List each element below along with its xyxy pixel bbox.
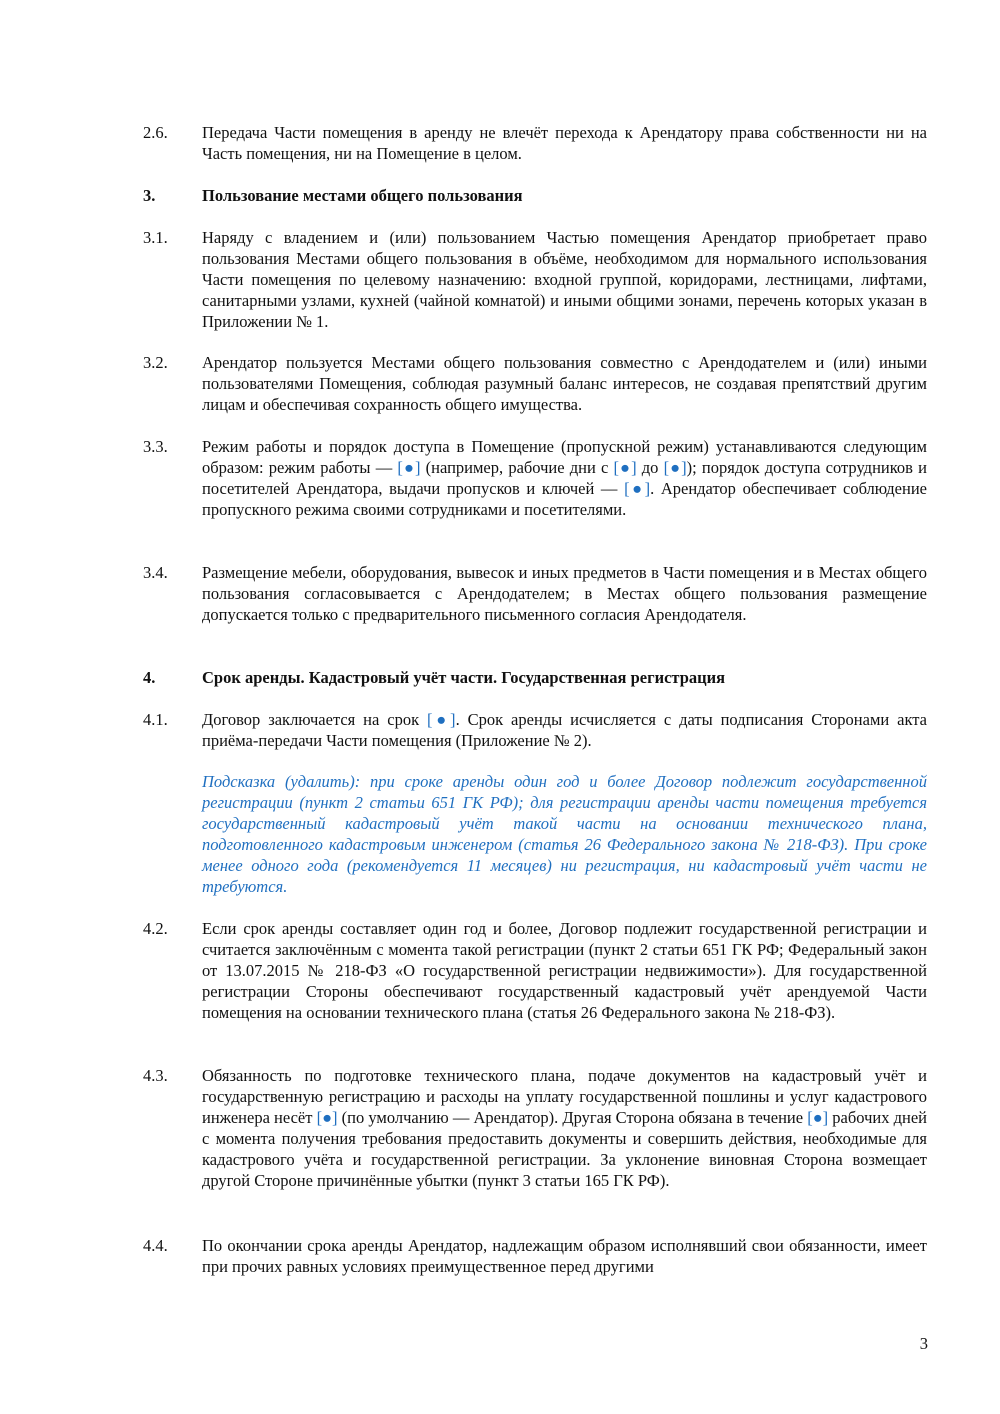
clause-number: 4.4. — [143, 1236, 168, 1255]
placeholder: [●] — [613, 458, 637, 477]
clause-text: Режим работы и порядок доступа в Помещение (пропускной режим) устанавливаются следующим образом: режим работы — [●] (например, рабочие дни с [●] до [●]); порядок доступа сотрудников и посетителей Арендатора, выдачи пропусков и ключей — [●]. Арендатор обеспечивает соблюдение пропускного режима своими сотрудниками и посетителями. — [202, 437, 927, 519]
clause-number: 4.1. — [143, 710, 168, 729]
section-4-heading — [143, 667, 927, 688]
clause-text: Передача Части помещения в аренду не влечёт перехода к Арендатору права собственности ни на Часть помещения, ни на Помещение в целом. — [202, 123, 927, 163]
section-number: 3. — [143, 186, 156, 205]
clause-number: 3.3. — [143, 437, 168, 456]
placeholder: [●] — [807, 1108, 829, 1127]
clause-4-4 — [143, 1235, 927, 1277]
clause-3-4 — [143, 562, 927, 625]
placeholder: [●] — [427, 710, 456, 729]
hint-text: Подсказка (удалить): при сроке аренды один год и более Договор подлежит государственной регистрации (пункт 2 статьи 651 ГК РФ); для регистрации аренды части помещения требуется государственный кадастровый учёт такой части на основании технического плана, подготовленного кадастровым инженером (статья 26 Федерального закона № 218-ФЗ). При сроке менее одного года (рекомендуется 11 месяцев) ни регистрация, ни кадастровый учёт части не требуются. — [202, 772, 927, 896]
clause-text: По окончании срока аренды Арендатор, надлежащим образом исполнявший свои обязанности, имеет при прочих равных условиях преимущественное перед другими — [202, 1236, 927, 1276]
clause-text: Договор заключается на срок [●]. Срок аренды исчисляется с даты подписания Сторонами акта приёма-передачи Части помещения (Приложение № 2). — [202, 710, 927, 750]
placeholder: [●] — [316, 1108, 338, 1127]
clause-4-3 — [143, 1065, 927, 1191]
clause-text: Если срок аренды составляет один год и более, Договор подлежит государственной регистрации и считается заключённым с момента такой регистрации (пункт 2 статьи 651 ГК РФ; Федеральный закон от 13.07.2015 № 218-ФЗ «О государственной регистрации недвижимости»). Для государственной регистрации Стороны обеспечивают государственный кадастровый учёт арендуемой Части помещения на основании технического плана (статья 26 Федерального закона № 218-ФЗ). — [202, 919, 927, 1022]
clause-number: 4.3. — [143, 1066, 168, 1085]
clause-number: 4.2. — [143, 919, 168, 938]
clause-text: Обязанность по подготовке технического плана, подаче документов на кадастровый учёт и государственную регистрацию и расходы на уплату государственной пошлины и услуг кадастрового инженера несёт [●] (по умолчанию — Арендатор). Другая Сторона обязана в течение [●] рабочих дней с момента получения требования предоставить документы и совершить действия, необходимые для кадастрового учёта и государственной регистрации. За уклонение виновная Сторона возмещает другой Стороне причинённые убытки (пункт 3 статьи 165 ГК РФ). — [202, 1066, 927, 1190]
placeholder: [●] — [397, 458, 421, 477]
clause-2-6 — [143, 122, 927, 164]
placeholder: [●] — [624, 479, 651, 498]
section-number: 4. — [143, 668, 156, 687]
page-number: 3 — [919, 1334, 928, 1353]
clause-3-3 — [143, 436, 927, 520]
clause-4-2 — [143, 918, 927, 1023]
clause-number: 2.6. — [143, 123, 168, 142]
section-title: Пользование местами общего пользования — [202, 186, 523, 205]
clause-number: 3.2. — [143, 353, 168, 372]
clause-text: Размещение мебели, оборудования, вывесок и иных предметов в Части помещения и в Местах общего пользования согласовывается с Арендодателем; в Местах общего пользования размещение допускается только с предварительного письменного согласия Арендодателя. — [202, 563, 927, 624]
clause-4-1 — [143, 709, 927, 751]
section-title: Срок аренды. Кадастровый учёт части. Государственная регистрация — [202, 668, 726, 687]
clause-number: 3.4. — [143, 563, 168, 582]
clause-text: Арендатор пользуется Местами общего пользования совместно с Арендодателем и (или) иными пользователями Помещения, соблюдая разумный баланс интересов, не создавая препятствий другим лицам и обеспечивая сохранность общего имущества. — [202, 353, 927, 414]
clause-3-2 — [143, 352, 927, 415]
clause-3-1 — [143, 227, 927, 332]
hint-note — [143, 771, 927, 897]
clause-text: Наряду с владением и (или) пользованием Частью помещения Арендатор приобретает право пользования Местами общего пользования в объёме, необходимом для нормального использования Части помещения по целевому назначению: входной группой, коридорами, лестницами, лифтами, санитарными узлами, кухней (чайной комнатой) и иными общими зонами, перечень которых указан в Приложении № 1. — [202, 228, 927, 331]
placeholder: [●] — [663, 458, 687, 477]
clause-number: 3.1. — [143, 228, 168, 247]
section-3-heading — [143, 185, 927, 206]
